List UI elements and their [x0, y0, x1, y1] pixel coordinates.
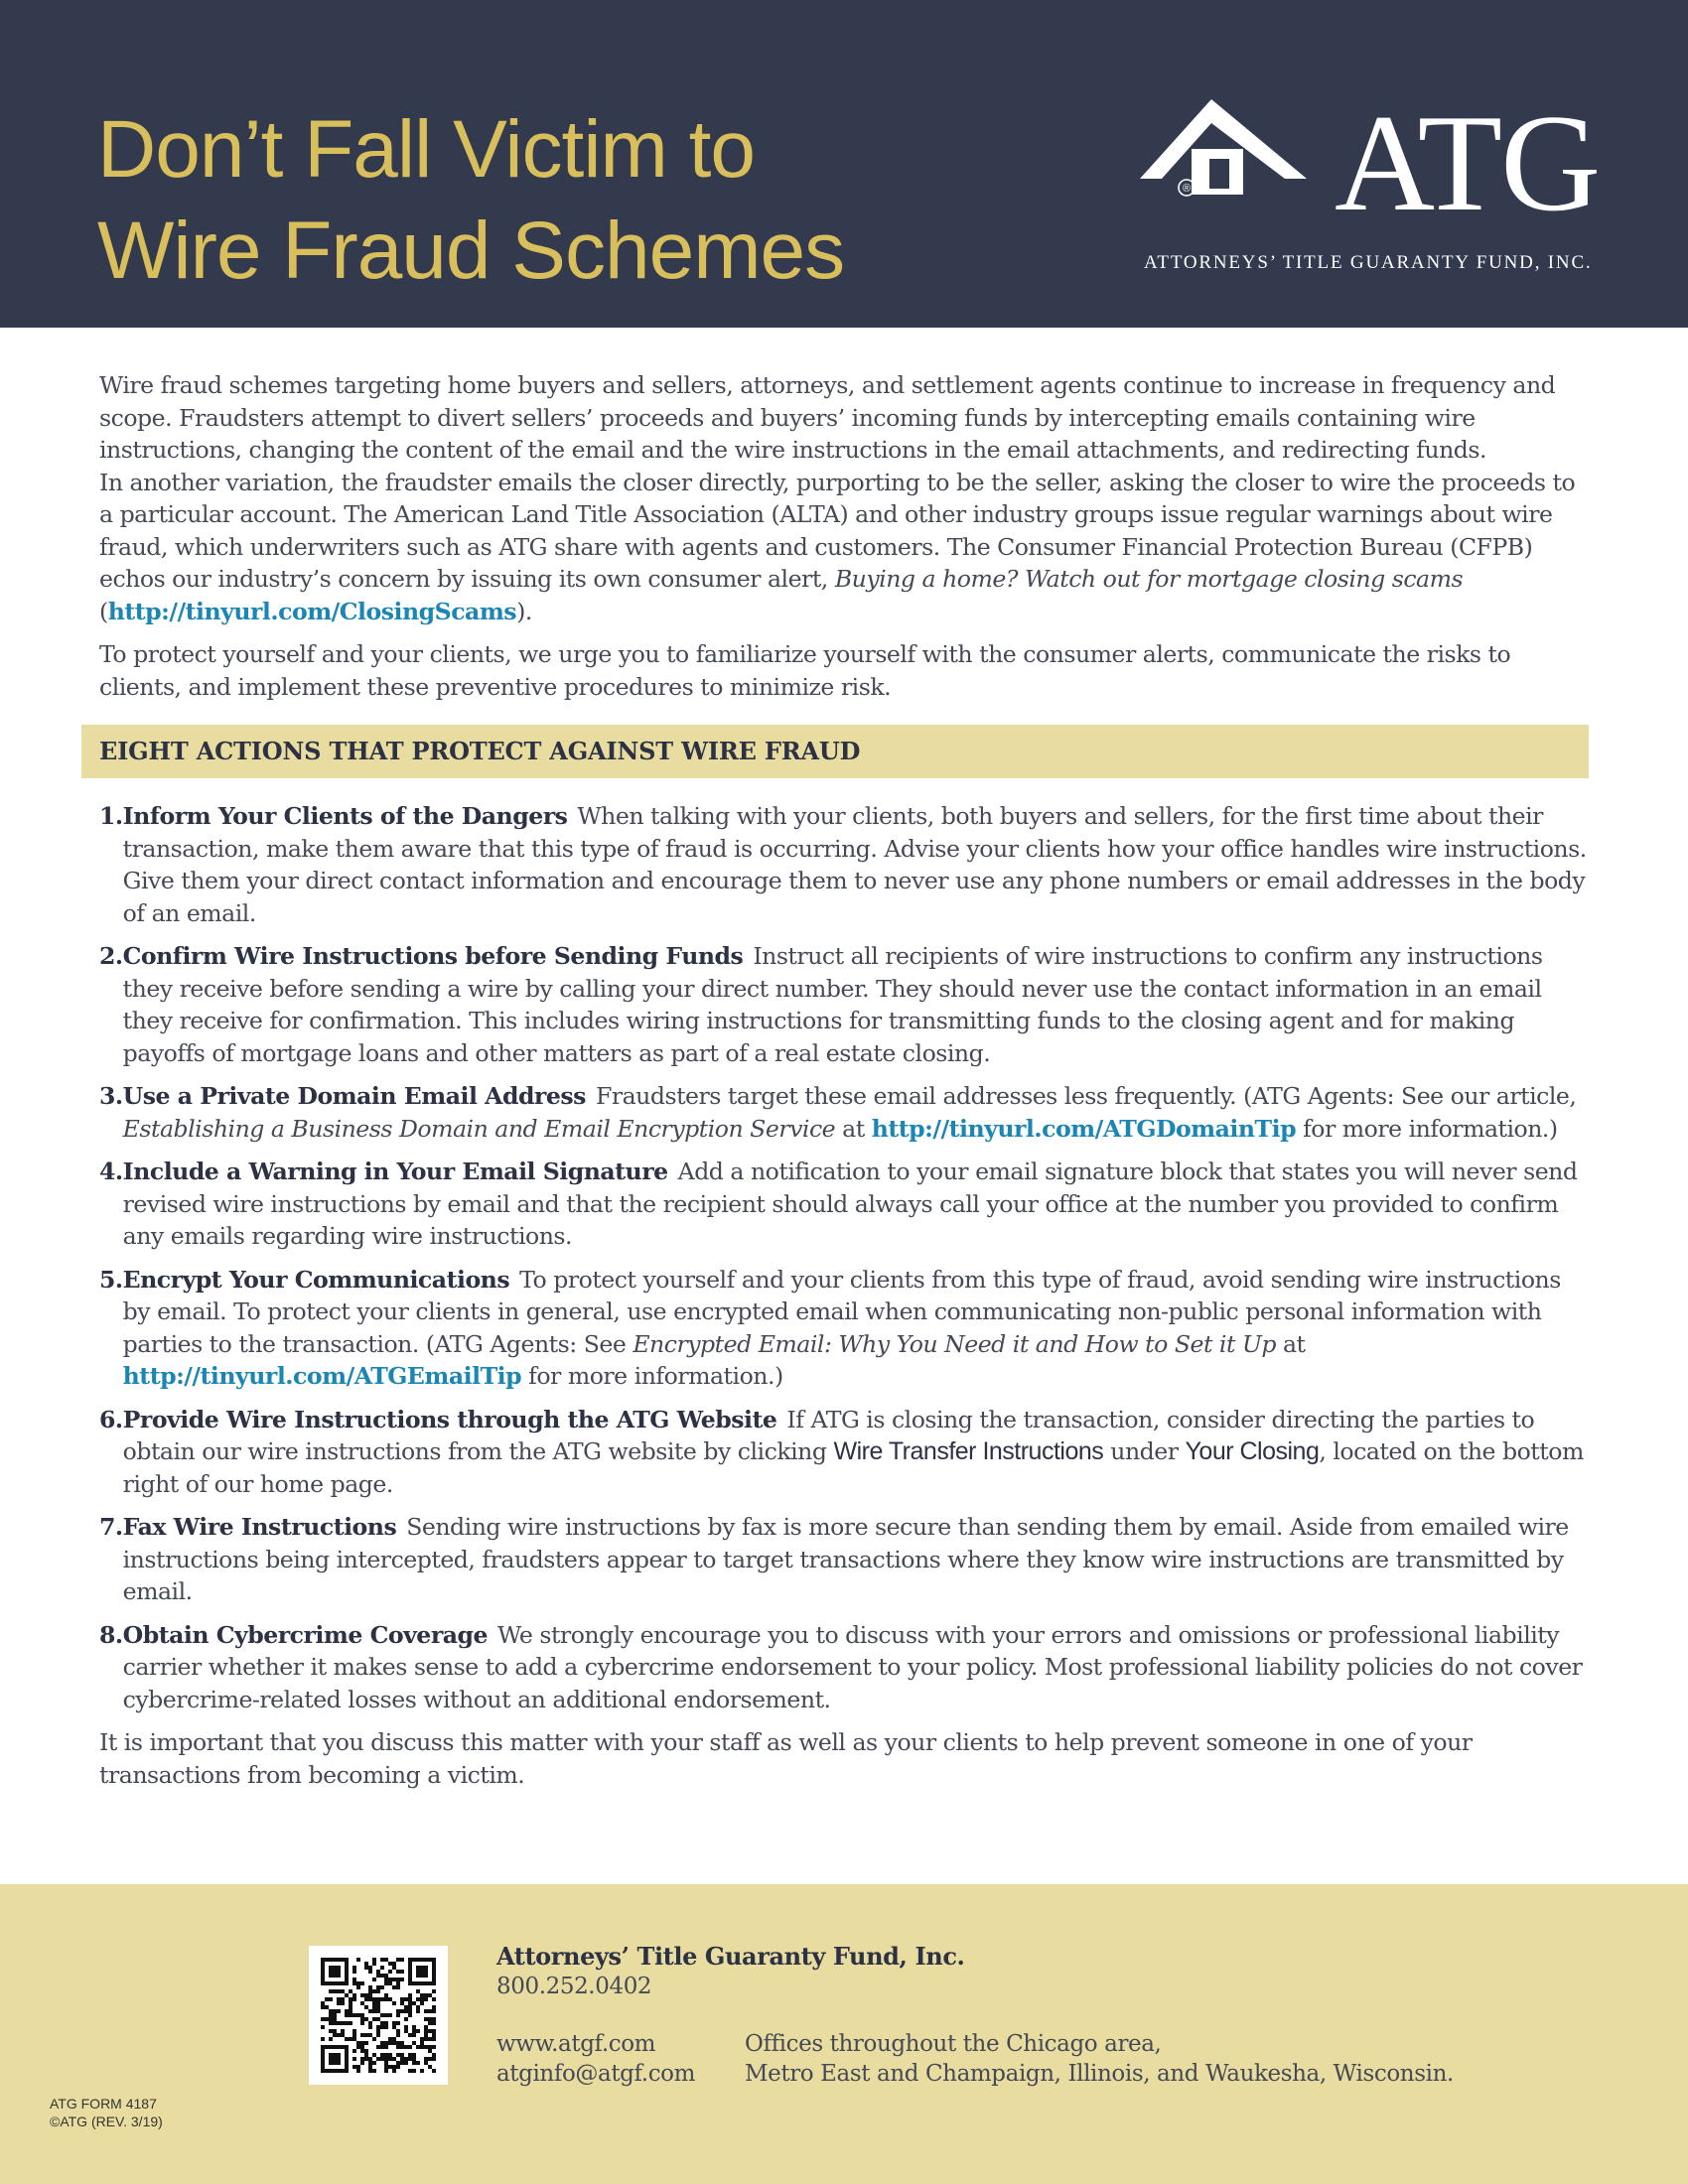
your-closing-label: Your Closing	[1185, 1437, 1320, 1465]
item-text: To protect yourself and your clients from this type of fraud, avoid sending wire instructions by email. To protect your clients in general, use encrypted email when communicating non-public personal information with parties to the transaction. (ATG Agents: See	[122, 1265, 1561, 1358]
list-item	[99, 1404, 1589, 1501]
item-number: 2.	[99, 942, 123, 970]
form-line-2: ©ATG (REV. 3/19)	[50, 2114, 163, 2129]
footer-phone: 800.252.0402	[496, 1974, 652, 1999]
email-tip-link[interactable]: http://tinyurl.com/ATGEmailTip	[122, 1362, 522, 1390]
list-item	[99, 940, 1589, 1069]
item-title: Provide Wire Instructions through the ATG Website	[122, 1405, 777, 1433]
qr-code-icon	[321, 1958, 436, 2073]
wire-transfer-instructions-label: Wire Transfer Instructions	[833, 1437, 1104, 1465]
page-title	[97, 99, 844, 302]
item-title: Encrypt Your Communications	[122, 1265, 510, 1294]
cfpb-alert-title: Buying a home? Watch out for mortgage closing scams	[834, 565, 1464, 593]
item-text: When talking with your clients, both buyers and sellers, for the first time about their transaction, make them aware that this type of fraud is occurring. Advise your clients how your office handles wire instructions. Give them your direct contact information and encourage them to never use any phone numbers or email addresses in the body of an email.	[122, 802, 1587, 927]
intro-text-1: Wire fraud schemes targeting home buyers and sellers, attorneys, and settlement agents continue to increase in frequency and scope. Fraudsters attempt to divert sellers’ proceeds and buyers’ incoming funds by intercepting emails containing wire instructions, changing the content of the email and the wire instructions in the email attachments, and redirecting funds.	[99, 371, 1556, 464]
list-item	[99, 1080, 1589, 1145]
closing-scams-link[interactable]: http://tinyurl.com/ClosingScams	[107, 597, 517, 625]
item-number: 7.	[99, 1513, 123, 1541]
article-title: Encrypted Email: Why You Need it and How to Set it Up	[633, 1329, 1276, 1358]
footer	[0, 1884, 1688, 2184]
title-line-2: Wire Fraud Schemes	[97, 205, 845, 296]
item-title: Fax Wire Instructions	[122, 1513, 397, 1541]
form-line-1: ATG FORM 4187	[50, 2096, 157, 2112]
item-text: Sending wire instructions by fax is more secure than sending them by email. Aside from emailed wire instructions being intercepted, fraudsters appear to target transactions where they know wire instructions are transmitted by email.	[122, 1513, 1569, 1605]
footer-offices-2: Metro East and Champaign, Illinois, and Waukesha, Wisconsin.	[745, 2061, 1454, 2087]
item-text: If ATG is closing the transaction, consider directing the parties to obtain our wire instructions from the ATG website by clicking	[122, 1405, 1535, 1465]
article-title: Establishing a Business Domain and Email Encryption Service	[122, 1114, 836, 1143]
item-title: Obtain Cybercrime Coverage	[122, 1620, 489, 1649]
item-title: Use a Private Domain Email Address	[122, 1082, 586, 1110]
item-text: for more information.)	[521, 1362, 783, 1390]
item-number: 5.	[99, 1265, 123, 1294]
section-heading-bar	[81, 725, 1589, 778]
logo-wordmark: ATG	[1335, 86, 1600, 240]
house-logo-icon	[1140, 95, 1309, 205]
item-number: 1.	[99, 802, 123, 830]
domain-tip-link[interactable]: http://tinyurl.com/ATGDomainTip	[871, 1114, 1297, 1143]
item-text: Fraudsters target these email addresses less frequently. (ATG Agents: See our article,	[595, 1082, 1577, 1110]
item-number: 4.	[99, 1158, 123, 1185]
actions-list	[99, 800, 1589, 1715]
item-text: under	[1103, 1437, 1186, 1465]
intro-paragraph-2: To protect yourself and your clients, we urge you to familiarize yourself with the consumer alerts, communicate the risks to clients, and implement these preventive procedures to minimize risk.	[99, 640, 1511, 701]
item-title: Inform Your Clients of the Dangers	[122, 802, 568, 830]
main-content	[99, 369, 1589, 1802]
form-number	[50, 2095, 163, 2130]
intro-paragraph: Wire fraud schemes targeting home buyers and sellers, attorneys, and settlement agents continue to increase in frequency and scope. Fraudsters attempt to divert sellers’ proceeds and buyers’ incoming funds by intercepting emails containing wire instructions, changing the content of the email and the wire instructions in the email attachments, and redirecting funds. In another variation, the fraudster emails the closer directly, purporting to be the seller, asking the closer to wire the proceeds to a particular account. The American Land Title Association (ALTA) and other industry groups issue regular warnings about wire fraud, which underwriters such as ATG share with agents and customers. The Consumer Financial Protection Bureau (CFPB) echos our industry’s concern by issuing its own consumer alert, Buying a home? Watch out for mortgage closing scams (http://tinyurl.com/ClosingScams).	[99, 371, 1576, 625]
item-text: at	[835, 1114, 872, 1143]
section-heading: EIGHT ACTIONS THAT PROTECT AGAINST WIRE FRAUD	[99, 736, 861, 765]
item-number: 8.	[99, 1620, 123, 1649]
closing-paragraph: It is important that you discuss this matter with your staff as well as your clients to help prevent someone in one of your transactions from becoming a victim.	[99, 1728, 1473, 1789]
registered-mark: ®	[1182, 183, 1192, 195]
footer-website[interactable]: www.atgf.com	[496, 2031, 656, 2057]
item-text: , located on the bottom right of our home page.	[122, 1437, 1584, 1498]
item-number: 6.	[99, 1405, 123, 1433]
logo-subtitle: ATTORNEYS’ TITLE GUARANTY FUND, INC.	[1144, 252, 1593, 273]
list-item	[99, 1156, 1589, 1253]
header-banner	[0, 0, 1688, 328]
item-text: Add a notification to your email signature block that states you will never send revised wire instructions by email and that the recipient should always call your office at the number you provided to confirm any emails regarding wire instructions.	[122, 1158, 1578, 1250]
title-line-1: Don’t Fall Victim to	[97, 104, 756, 195]
list-item	[99, 1264, 1589, 1393]
qr-code[interactable]	[309, 1946, 448, 2085]
list-item	[99, 800, 1589, 929]
item-text: We strongly encourage you to discuss with your errors and omissions or professional liability carrier whether it makes sense to add a cybercrime endorsement to your policy. Most professional liability policies do not cover cybercrime-related losses without an additional endorsement.	[122, 1620, 1583, 1713]
item-text: at	[1275, 1329, 1306, 1358]
item-text: for more information.)	[1296, 1114, 1558, 1143]
item-title: Include a Warning in Your Email Signature	[122, 1158, 668, 1185]
item-title: Confirm Wire Instructions before Sending Funds	[122, 942, 744, 970]
list-item	[99, 1619, 1589, 1716]
footer-company: Attorneys’ Title Guaranty Fund, Inc.	[496, 1942, 965, 1971]
list-item	[99, 1511, 1589, 1608]
atg-logo	[1140, 86, 1600, 284]
intro-text-2: In another variation, the fraudster emails the closer directly, purporting to be the seller, asking the closer to wire the proceeds to a particular account. The American Land Title Association (ALTA) and other industry groups issue regular warnings about wire fraud, which underwriters such as ATG share with agents and customers. The Consumer Financial Protection Bureau (CFPB) echos our industry’s concern by issuing its own consumer alert,	[99, 468, 1576, 593]
footer-offices-1: Offices throughout the Chicago area,	[745, 2031, 1162, 2057]
item-number: 3.	[99, 1082, 123, 1110]
footer-email[interactable]: atginfo@atgf.com	[496, 2061, 696, 2087]
item-text: Instruct all recipients of wire instructions to confirm any instructions they receive before sending a wire by calling your direct number. They should never use the contact information in an email they receive for confirmation. This includes wiring instructions for transmitting funds to the closing agent and for making payoffs of mortgage loans and other matters as part of a real estate closing.	[122, 942, 1543, 1067]
